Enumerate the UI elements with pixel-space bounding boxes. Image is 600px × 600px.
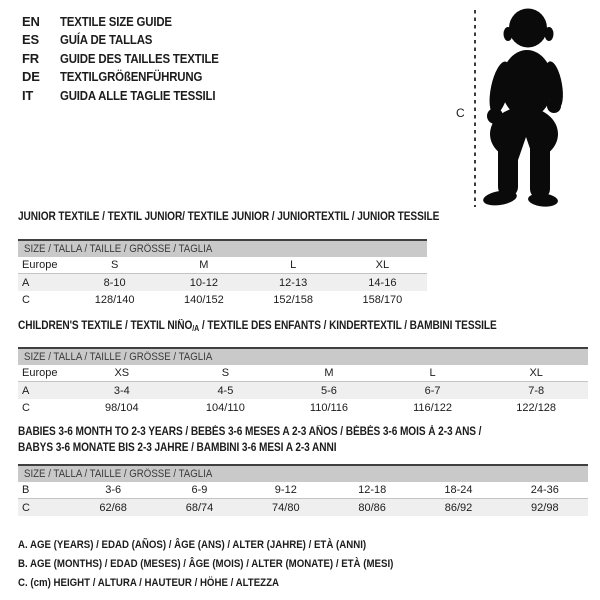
row-label: Europe bbox=[22, 367, 58, 379]
language-row bbox=[22, 12, 240, 31]
childrens-size-table bbox=[18, 347, 588, 416]
language-label: GUIDA ALLE TAGLIE TESSILI bbox=[60, 87, 216, 103]
row-label: A bbox=[22, 276, 30, 289]
note-age-months: B. AGE (MONTHS) / EDAD (MESES) / ÂGE (MOIS) / ALTER (MONATE) / ETÀ (MESI) bbox=[18, 558, 394, 570]
table-row-months: B 3-6 6-9 9-12 12-18 18-24 24-36 bbox=[18, 482, 588, 499]
size-header-bar bbox=[18, 239, 427, 257]
language-list bbox=[22, 12, 240, 105]
language-label: TEXTILE SIZE GUIDE bbox=[60, 13, 172, 29]
note-age-years: A. AGE (YEARS) / EDAD (AÑOS) / ÂGE (ANS) / ALTER (JAHRE) / ETÀ (ANNI) bbox=[18, 539, 367, 551]
row-label: A bbox=[22, 384, 30, 397]
language-row bbox=[22, 68, 240, 87]
row-label: C bbox=[22, 401, 30, 414]
table-row-height: C 98/104 104/110 110/116 116/122 122/128 bbox=[18, 399, 588, 416]
table-row-age: A 3-4 4-5 5-6 6-7 7-8 bbox=[18, 382, 588, 399]
junior-size-table bbox=[18, 239, 427, 308]
size-header-label: SIZE / TALLA / TAILLE / GRÖSSE / TAGLIA bbox=[24, 468, 213, 480]
language-label: GUIDE DES TAILLES TEXTILE bbox=[60, 50, 219, 66]
row-label: C bbox=[22, 293, 30, 306]
size-header-bar bbox=[18, 464, 588, 482]
language-code: EN bbox=[22, 13, 40, 29]
language-code: DE bbox=[22, 69, 40, 85]
language-label: TEXTILGRÖßENFÜHRUNG bbox=[60, 69, 203, 85]
junior-section-title: JUNIOR TEXTILE / TEXTIL JUNIOR/ TEXTILE JUNIOR / JUNIORTEXTIL / JUNIOR TESSILE bbox=[18, 211, 440, 223]
language-row bbox=[22, 86, 240, 105]
language-code: FR bbox=[22, 50, 39, 66]
size-header-label: SIZE / TALLA / TAILLE / GRÖSSE / TAGLIA bbox=[24, 351, 213, 363]
size-header-label: SIZE / TALLA / TAILLE / GRÖSSE / TAGLIA bbox=[24, 243, 213, 255]
language-label: GUÍA DE TALLAS bbox=[60, 32, 153, 48]
table-row-europe: Europe S M L XL bbox=[18, 257, 427, 274]
table-row-europe: Europe XS S M L XL bbox=[18, 365, 588, 382]
baby-silhouette-icon bbox=[482, 6, 576, 208]
language-code: IT bbox=[22, 87, 34, 103]
language-row bbox=[22, 31, 240, 50]
height-measure-dashed-line bbox=[474, 10, 476, 207]
size-header-bar bbox=[18, 347, 588, 365]
height-measure-label: C bbox=[456, 106, 465, 120]
babies-size-table bbox=[18, 464, 588, 516]
note-height: C. (cm) HEIGHT / ALTURA / HAUTEUR / HÖHE / ALTEZZA bbox=[18, 577, 280, 589]
table-row-age: A 8-10 10-12 12-13 14-16 bbox=[18, 274, 427, 291]
row-label: Europe bbox=[22, 259, 58, 271]
language-row bbox=[22, 49, 240, 68]
babies-section-title: BABIES 3-6 MONTH TO 2-3 YEARS / BEBÉS 3-6 MESES A 2-3 AÑOS / BÉBÉS 3-6 MOIS À 2-3 ANS / BABYS 3-6 MONATE BIS 2-3 JAHRE / BAMBINI 3-6 MESI A 2-3 ANNI bbox=[18, 426, 482, 454]
childrens-section-title: CHILDREN'S TEXTILE / TEXTIL $NIÑO_{/A}$ / TEXTILE DES ENFANTS / KINDERTEXTIL / BAMBINI TESSILE bbox=[18, 320, 497, 333]
row-label: C bbox=[22, 501, 30, 514]
legend-notes bbox=[18, 536, 445, 593]
table-row-height: C 62/68 68/74 74/80 80/86 86/92 92/98 bbox=[18, 499, 588, 516]
language-code: ES bbox=[22, 32, 39, 48]
row-label: B bbox=[22, 484, 30, 496]
table-row-height: C 128/140 140/152 152/158 158/170 bbox=[18, 291, 427, 308]
